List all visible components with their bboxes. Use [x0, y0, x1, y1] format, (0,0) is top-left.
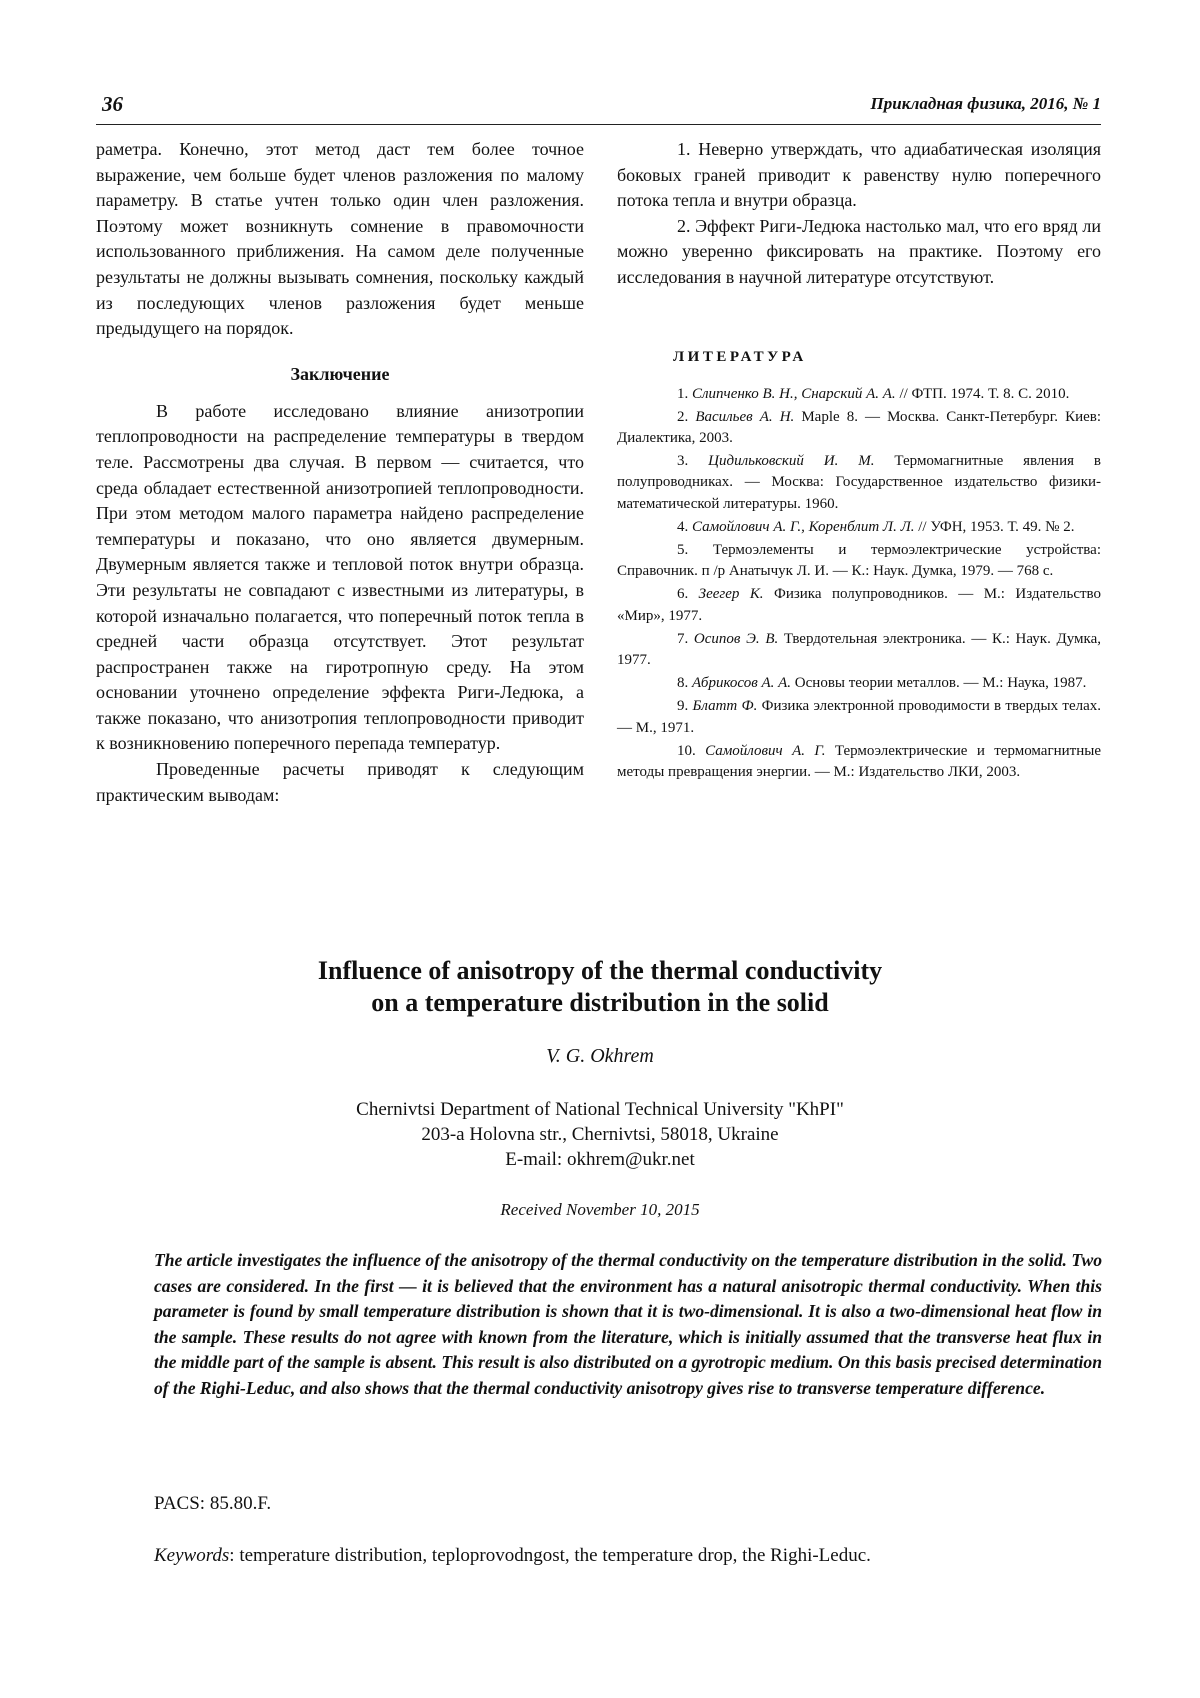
journal-reference: Прикладная физика, 2016, № 1: [870, 94, 1101, 113]
reference-details: Физика электронной проводимости в твердых телах. — М., 1971.: [617, 698, 1101, 736]
reference-number: 7.: [677, 630, 689, 647]
reference-authors: Абрикосов А. А.: [692, 675, 792, 692]
closing-paragraph: Проведенные расчеты приводят к следующим практическим выводам:: [96, 759, 584, 805]
reference-item: [617, 517, 1101, 538]
affiliation-institution: Chernivtsi Department of National Technical University "KhPI": [356, 1099, 844, 1120]
conclusion-paragraph: В работе исследовано влияние анизотропии теплопроводности на распределение температуры в твердом теле. Рассмотрены два случая. В первом — считается, что среда обладает естественной анизотропией теплопроводности. При этом методом малого параметра найдено распределение температуры и показано, что оно является двумерным. Двумерным является также и тепловой поток внутри образца. Эти результаты не совпадают с известными из литературы, в которой изначально полагается, что поперечный поток тепла в средней части образца отсутствует. Этот результат распространен также на гиротропную среду. На этом основании уточнено определение эффекта Риги-Ледюка, а также показано, что анизотропия теплопроводности приводит к возникновению поперечного перепада температур.: [96, 400, 584, 754]
reference-details: Термоэлектрические и термомагнитные методы превращения энергии. — М.: Издательство ЛКИ, 2003.: [617, 742, 1101, 781]
reference-details: Maple 8. — Москва. Санкт-Петербург. Киев: Диалектика, 2003.: [617, 408, 1102, 446]
english-abstract: The article investigates the influence of the anisotropy of the thermal conductivity on the temperature distribution in the solid. Two cases are considered. In the first — it is believed that the environment has a natural anisotropic thermal conductivity. When this parameter is found by small temperature distribution is shown that it is two-dimensional. It is also a two-dimensional heat flow in the sample. These results do not agree with known from the literature, which is initially assumed that the transverse heat flux in the middle part of the sample is absent. This result is also distributed on a gyrotropic medium. On this basis precised determination of the Righi-Leduc, and also shows that the thermal conductivity anisotropy gives rise to transverse temperature difference.: [154, 1250, 1102, 1398]
english-title-line-2: on a temperature distribution in the solid: [371, 988, 829, 1017]
reference-item: [617, 629, 1101, 671]
keywords-text: : temperature distribution, teploprovodngost, the temperature drop, the Righi-Leduc.: [229, 1545, 871, 1566]
reference-number: 10.: [677, 742, 696, 759]
reference-details: Твердотельная электроника. — К.: Наук. Думка, 1977.: [617, 630, 1101, 668]
reference-details: Термоэлементы и термоэлектрические устройства: Справочник. п /р Анатычук Л. И. — К.: Наук. Думка, 1979. — 768 с.: [617, 541, 1102, 580]
page-number: 36: [102, 92, 123, 116]
reference-authors: Цидильковский И. М.: [708, 453, 875, 470]
affiliation-email: E-mail: okhrem@ukr.net: [505, 1149, 695, 1170]
pacs-code: PACS: 85.80.F.: [154, 1493, 272, 1514]
reference-item: [617, 407, 1101, 449]
reference-authors: Осипов Э. В.: [693, 630, 779, 647]
reference-details: // ФТП. 1974. Т. 8. С. 2010.: [895, 385, 1070, 402]
reference-authors: Самойлович А. Г., Коренблит Л. Л.: [692, 518, 915, 535]
reference-item: [617, 384, 1101, 405]
reference-authors: Зеегер К.: [698, 586, 764, 603]
reference-number: 9.: [677, 698, 689, 715]
english-affiliation: [160, 1097, 1040, 1172]
reference-item: [617, 696, 1101, 738]
reference-number: 6.: [677, 586, 689, 603]
reference-list: [617, 384, 1101, 784]
reference-authors: Слипченко В. Н., Снарский А. А.: [692, 385, 896, 402]
reference-authors: Васильев А. Н.: [695, 408, 795, 425]
reference-number: 1.: [677, 385, 689, 402]
reference-number: 5.: [677, 541, 689, 558]
reference-details: // УФН, 1953. Т. 49. № 2.: [914, 518, 1075, 535]
reference-details: Физика полупроводников. — М.: Издательство «Мир», 1977.: [617, 586, 1102, 624]
left-column: [96, 137, 584, 808]
reference-details: Основы теории металлов. — М.: Наука, 1987.: [791, 675, 1087, 692]
reference-number: 2.: [677, 408, 689, 425]
received-date: Received November 10, 2015: [500, 1200, 700, 1219]
english-title: [160, 955, 1040, 1019]
conclusion-heading: Заключение: [290, 363, 390, 384]
keywords: [154, 1545, 871, 1567]
conclusion-point-1: 1. Неверно утверждать, что адиабатическая изоляция боковых граней приводит к равенству нулю поперечного потока тепла и внутри образца.: [617, 139, 1101, 211]
right-column: [617, 137, 1101, 785]
literature-heading: ЛИТЕРАТУРА: [673, 348, 807, 365]
affiliation-address: 203-a Holovna str., Chernivtsi, 58018, Ukraine: [421, 1124, 779, 1145]
reference-item: [617, 673, 1101, 694]
reference-item: [617, 540, 1101, 582]
intro-paragraph: раметра. Конечно, этот метод даст тем более точное выражение, чем больше будет членов разложения по малому параметру. В статье учтен только один член разложения. Поэтому может возникнуть сомнение в правомочности использованного приближения. На самом деле полученные результаты не должны вызывать сомнения, поскольку каждый из последующих членов разложения будет меньше предыдущего на порядок.: [96, 139, 584, 339]
english-author: V. G. Okhrem: [546, 1045, 654, 1067]
conclusion-point-2: 2. Эффект Риги-Ледюка настолько мал, что его вряд ли можно уверенно фиксировать на практике. Поэтому его исследования в научной литературе отсутствуют.: [617, 215, 1101, 287]
reference-number: 4.: [677, 518, 689, 535]
reference-item: [617, 451, 1101, 515]
running-header: [96, 92, 1101, 125]
keywords-label: Keywords: [154, 1545, 230, 1566]
reference-authors: Самойлович А. Г.: [705, 742, 826, 759]
reference-number: 3.: [677, 453, 689, 470]
reference-details: Термомагнитные явления в полупроводниках. — Москва: Государственное издательство физики-математической литературы. 1960.: [617, 453, 1101, 512]
reference-item: [617, 584, 1101, 626]
english-title-line-1: Influence of anisotropy of the thermal conductivity: [317, 956, 883, 985]
reference-authors: Блатт Ф.: [692, 698, 758, 715]
reference-number: 8.: [677, 675, 689, 692]
reference-item: [617, 741, 1101, 783]
